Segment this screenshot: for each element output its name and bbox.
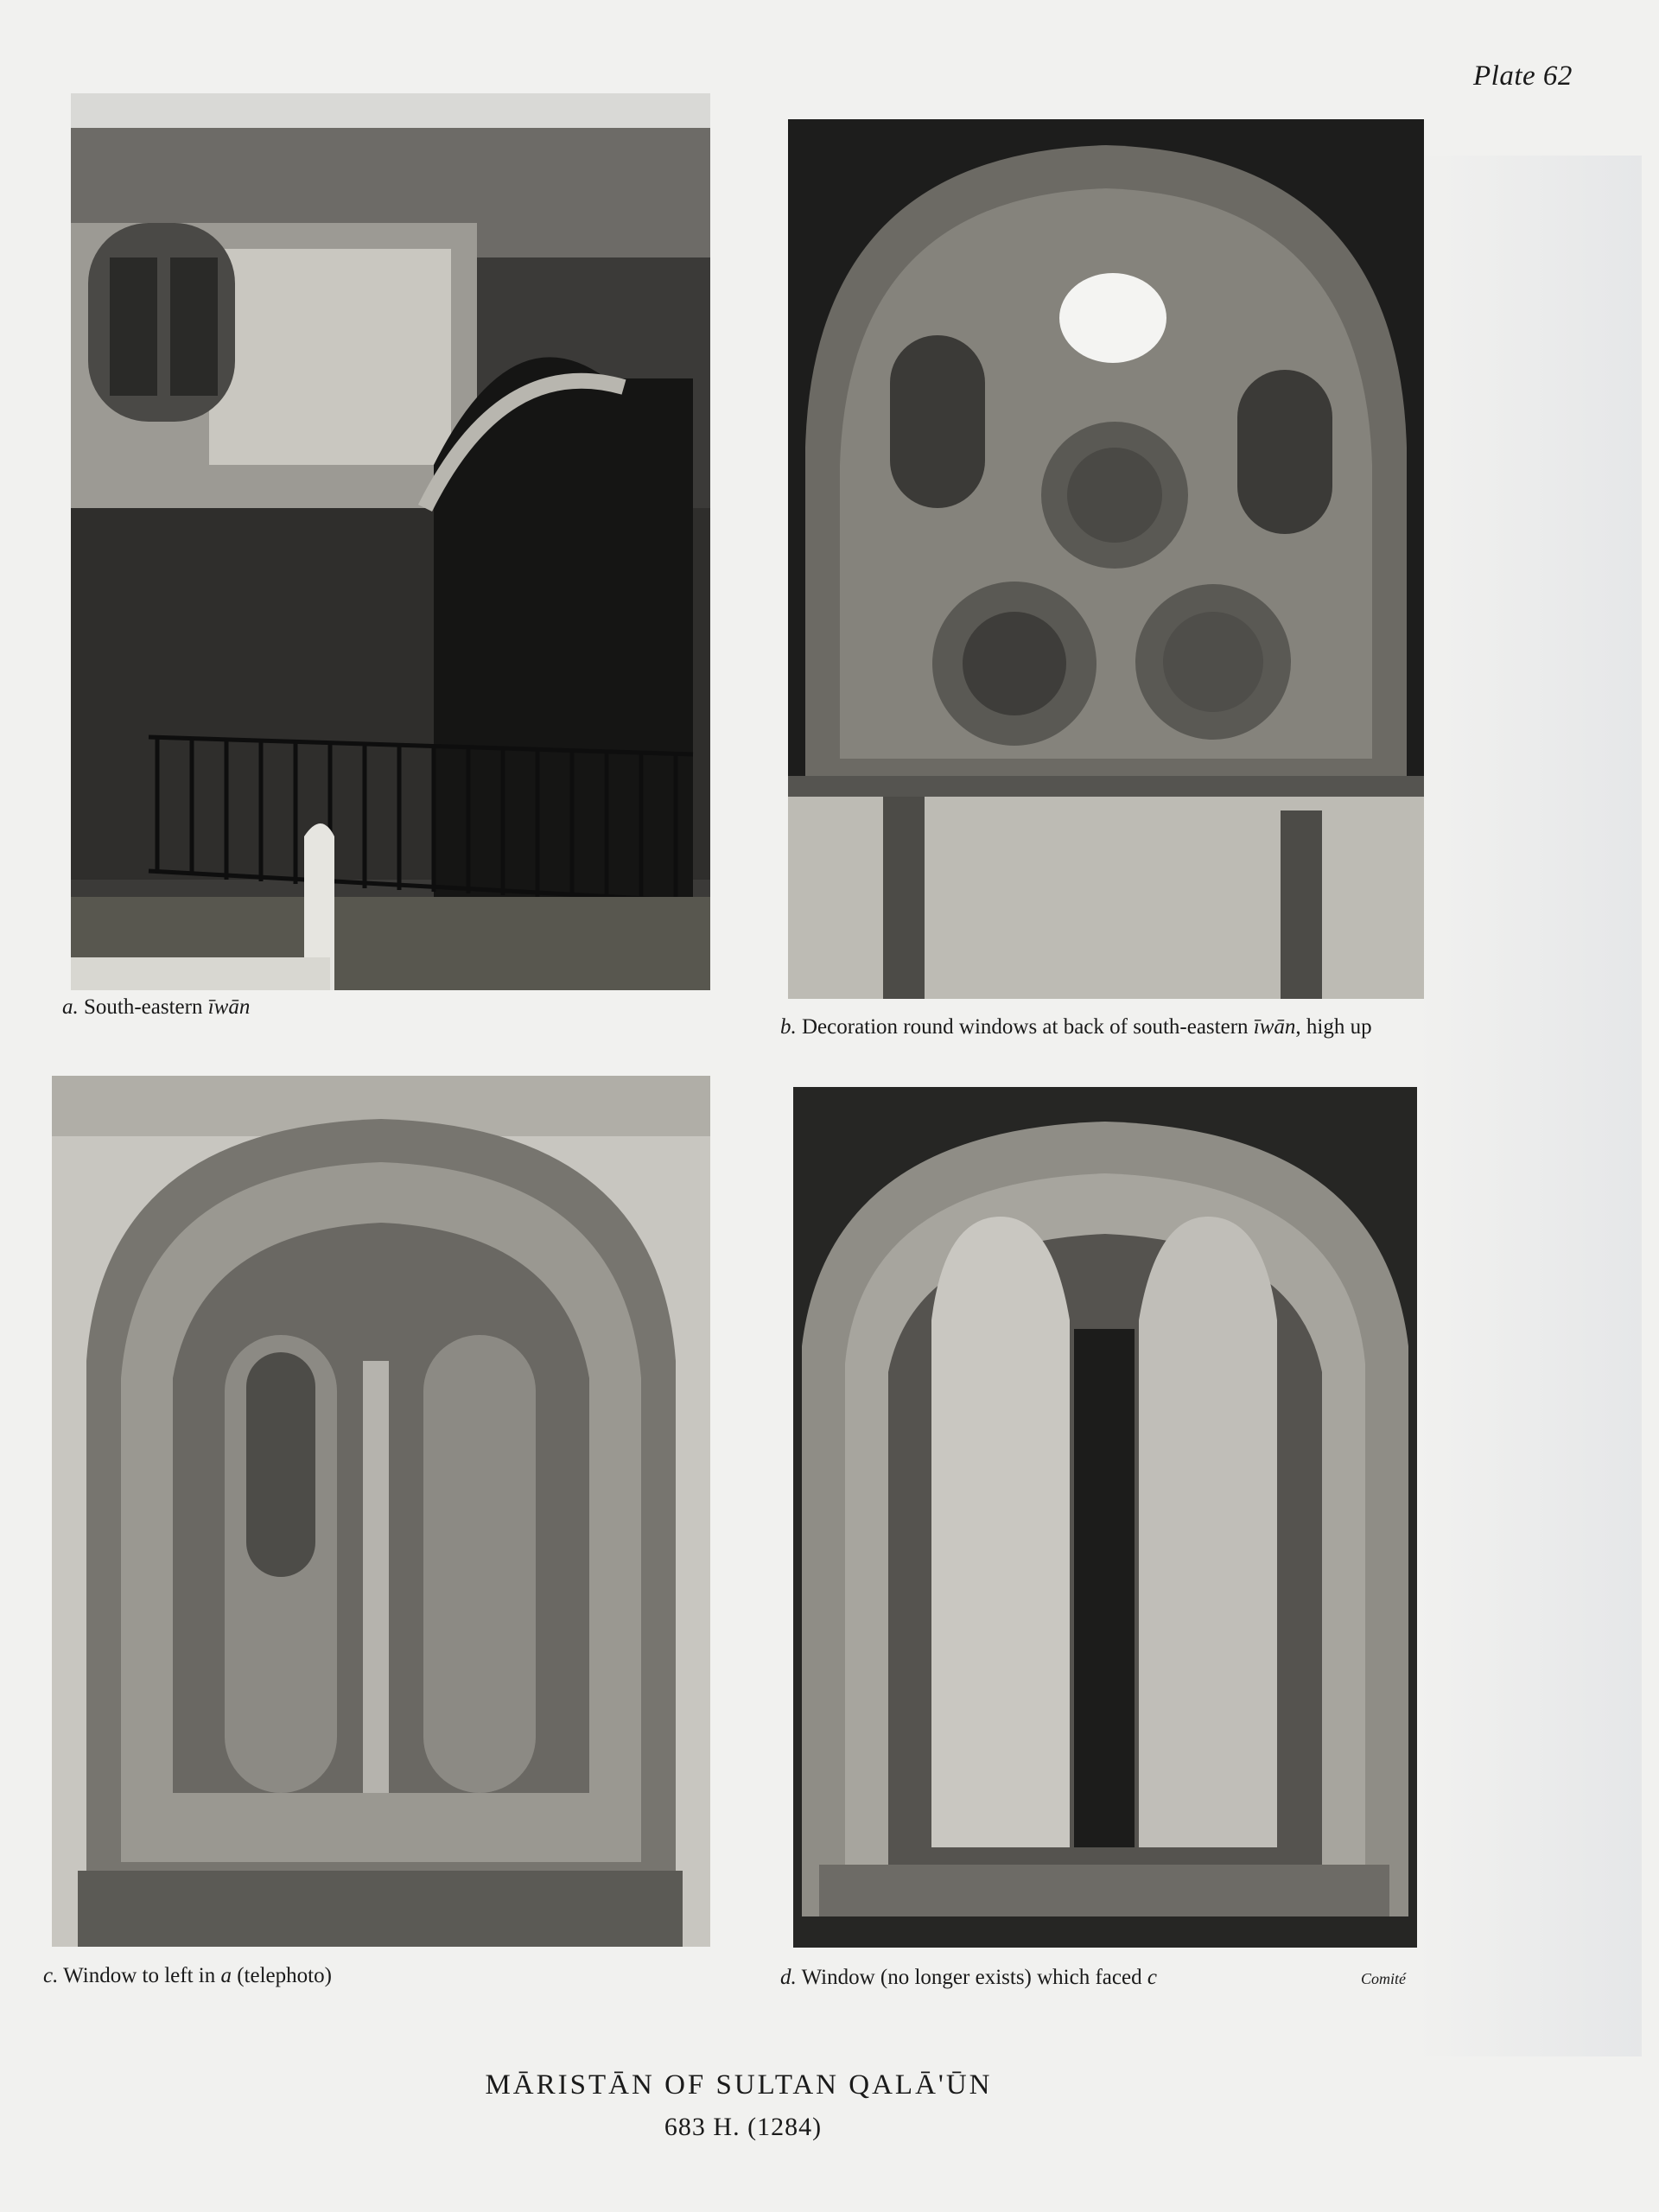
caption-b-letter: b. — [780, 1015, 797, 1039]
caption-b-tail: , high up — [1295, 1015, 1372, 1039]
caption-b-term: īwān — [1253, 1015, 1296, 1039]
caption-b — [780, 1015, 1372, 1039]
caption-a-text: South-eastern — [84, 995, 203, 1019]
plate-date: 683 H. (1284) — [664, 2113, 823, 2141]
caption-a — [62, 995, 250, 1020]
plate-title: MĀRISTĀN OF SULTAN QALĀ'ŪN — [485, 2069, 993, 2101]
caption-c-tail: (telephoto) — [231, 1964, 332, 1987]
photo-b-window-decoration — [788, 119, 1424, 999]
page-edge-shading — [1417, 156, 1642, 2056]
photo-credit: Comité — [1361, 1970, 1406, 1987]
photo-a-south-eastern-iwan — [71, 93, 710, 990]
caption-a-letter: a. — [62, 995, 79, 1019]
plate-number: Plate 62 — [1473, 60, 1573, 92]
caption-b-text: Decoration round windows at back of south-eastern — [802, 1015, 1249, 1039]
caption-c-term: a — [220, 1964, 232, 1987]
caption-a-term: īwān — [207, 995, 251, 1019]
caption-d — [780, 1966, 1157, 1990]
caption-c — [43, 1964, 332, 1988]
caption-d-letter: d. — [780, 1966, 797, 1989]
caption-c-text: Window to left in — [63, 1964, 216, 1987]
caption-d-text: Window (no longer exists) which faced — [801, 1966, 1142, 1989]
photo-d-window-facing-c — [793, 1087, 1417, 1948]
caption-c-letter: c. — [43, 1964, 59, 1987]
caption-d-term: c — [1147, 1966, 1157, 1989]
photo-c-window-left — [52, 1076, 710, 1947]
